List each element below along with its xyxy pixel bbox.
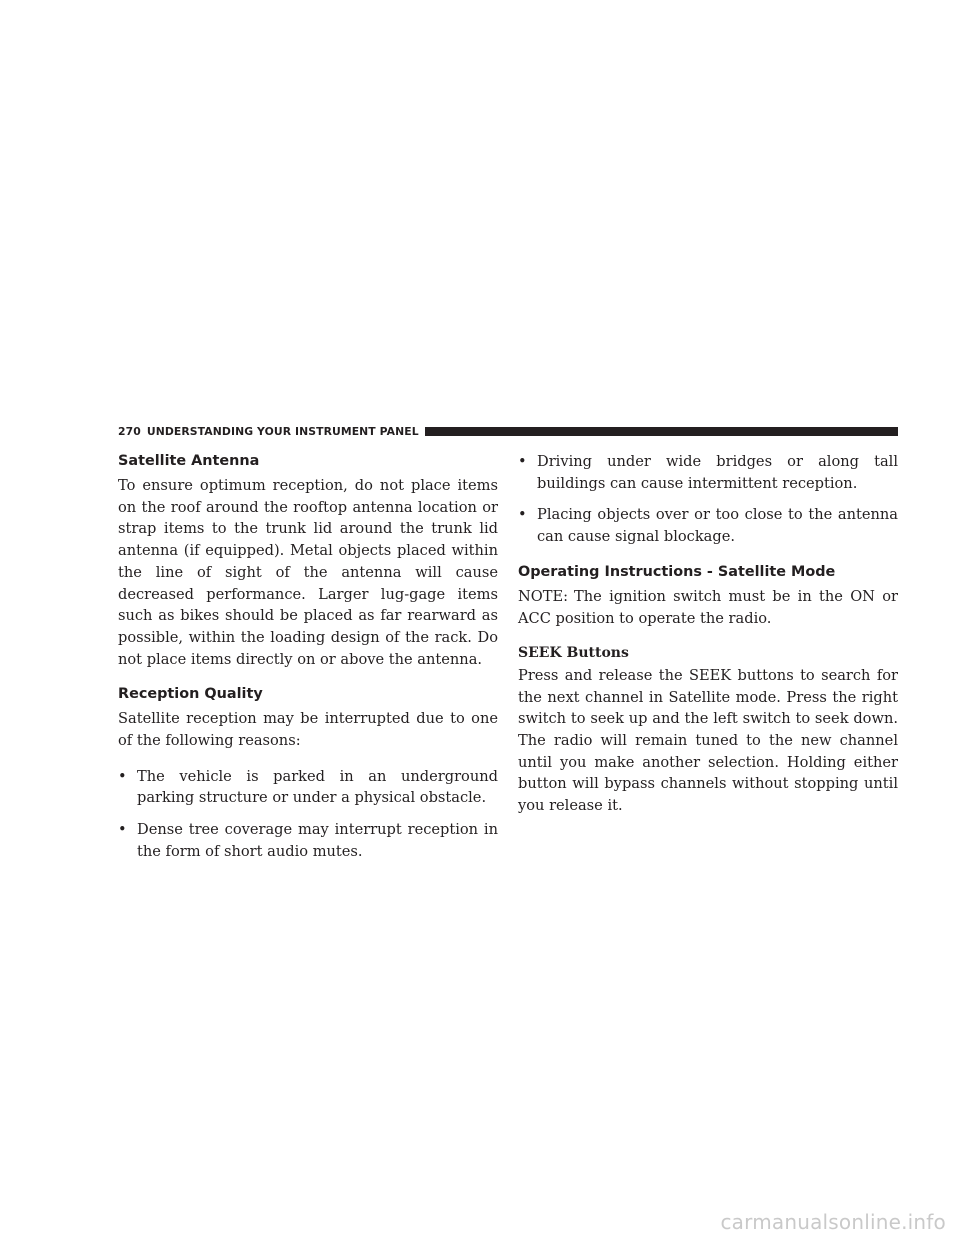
list-item-text: Dense tree coverage may interrupt reception in the form of short audio mutes.: [137, 821, 498, 860]
section-title: UNDERSTANDING YOUR INSTRUMENT PANEL: [146, 424, 419, 438]
bullet-icon: •: [118, 821, 127, 839]
page-number: 270: [118, 424, 141, 438]
right-column: [518, 451, 898, 831]
watermark-text: carmanualsonline.info: [720, 1210, 946, 1234]
header-rule: [425, 427, 898, 436]
list-item: [518, 504, 898, 547]
note-paragraph: [518, 586, 898, 629]
list-item: [118, 766, 498, 809]
satellite-antenna-paragraph: To ensure optimum reception, do not place items on the roof around the rooftop antenna location or strap items to the trunk lid around the trunk lid antenna (if equipped). Metal objects placed within the line of sight of the antenna will cause decreased performance. Larger lug-gage items such as bikes should be placed as far rearward as possible, within the loading design of the rack. Do not place items directly on or above the antenna.: [118, 477, 498, 668]
bullet-icon: •: [118, 767, 127, 785]
reception-quality-heading: Reception Quality: [118, 686, 263, 703]
bullet-icon: •: [518, 453, 527, 470]
reception-reasons-list-continued: [518, 451, 898, 548]
list-item-text: The vehicle is parked in an underground parking structure or under a physical obstacle.: [137, 767, 498, 807]
reception-quality-intro: Satellite reception may be interrupted due to one of the following reasons:: [118, 710, 498, 750]
satellite-antenna-heading: Satellite Antenna: [118, 453, 260, 469]
note-text: The ignition switch must be in the ON or ACC position to operate the radio.: [518, 587, 898, 627]
page-header: [118, 424, 898, 438]
list-item: [118, 819, 498, 862]
seek-buttons-heading: SEEK Buttons: [518, 645, 629, 662]
operating-instructions-heading: Operating Instructions - Satellite Mode: [518, 563, 836, 580]
list-item: [518, 451, 898, 494]
note-label: NOTE:: [518, 587, 569, 605]
seek-buttons-paragraph: Press and release the SEEK buttons to search for the next channel in Satellite mode. Press the right switch to seek up and the left switch to seek down. The radio will remain tuned to the new channel until you make another selection. Holding either button will bypass channels without stopping until you release it.: [518, 666, 898, 815]
list-item-text: Placing objects over or too close to the antenna can cause signal blockage.: [537, 506, 898, 546]
bullet-icon: •: [518, 506, 527, 524]
reception-reasons-list: [118, 766, 498, 863]
list-item-text: Driving under wide bridges or along tall buildings can cause intermittent reception.: [537, 453, 898, 492]
left-column: [118, 451, 498, 873]
